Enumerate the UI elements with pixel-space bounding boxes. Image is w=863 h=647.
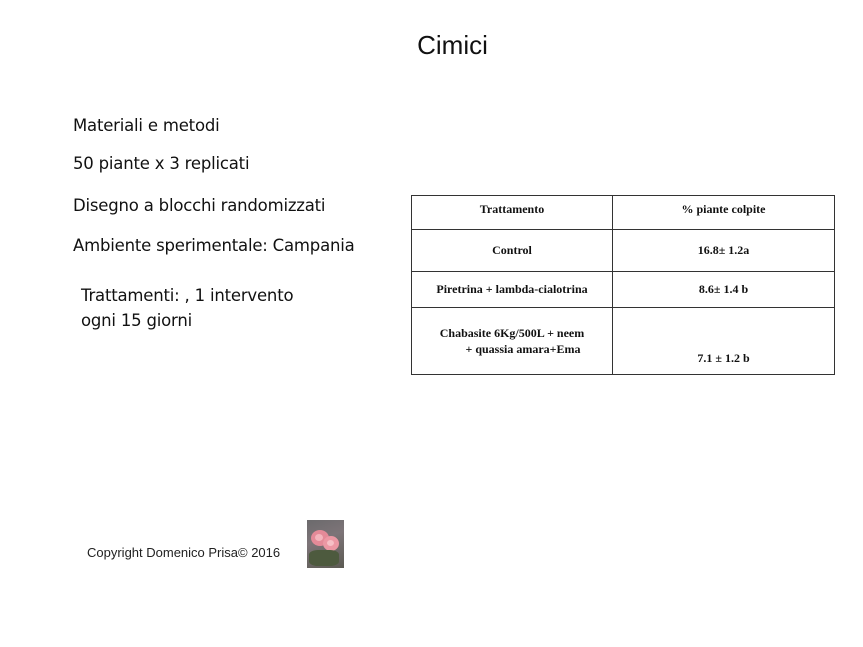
header-treatment: Trattamento: [412, 196, 613, 230]
results-table: [411, 195, 835, 375]
table-row: [412, 230, 835, 272]
treatments-text: [81, 283, 293, 333]
cell-treatment: [412, 308, 613, 375]
materials-methods-heading: Materiali e metodi: [73, 116, 220, 135]
table-row: [412, 308, 835, 375]
cell-treatment-line-1: Chabasite 6Kg/500L + neem: [439, 326, 585, 340]
treatments-line-2: ogni 15 giorni: [81, 311, 192, 330]
cell-treatment-line-2: + quassia amara+Ema: [465, 342, 581, 356]
cell-treatment: Piretrina + lambda-cialotrina: [412, 272, 613, 308]
cell-value: 7.1 ± 1.2 b: [613, 308, 835, 375]
table-header-row: [412, 196, 835, 230]
plants-replicates-text: 50 piante x 3 replicati: [73, 154, 250, 173]
cell-value: 8.6± 1.4 b: [613, 272, 835, 308]
block-design-text: Disegno a blocchi randomizzati: [73, 196, 326, 215]
environment-text: Ambiente sperimentale: Campania: [73, 236, 355, 255]
cell-value: 16.8± 1.2a: [613, 230, 835, 272]
slide-title: Cimici: [417, 30, 488, 60]
copyright-text: Copyright Domenico Prisa© 2016: [87, 545, 281, 560]
flower-photo: [307, 520, 344, 568]
table-row: [412, 272, 835, 308]
header-affected-plants: % piante colpite: [613, 196, 835, 230]
cell-treatment: Control: [412, 230, 613, 272]
treatments-line-1: Trattamenti: , 1 intervento: [81, 286, 294, 305]
